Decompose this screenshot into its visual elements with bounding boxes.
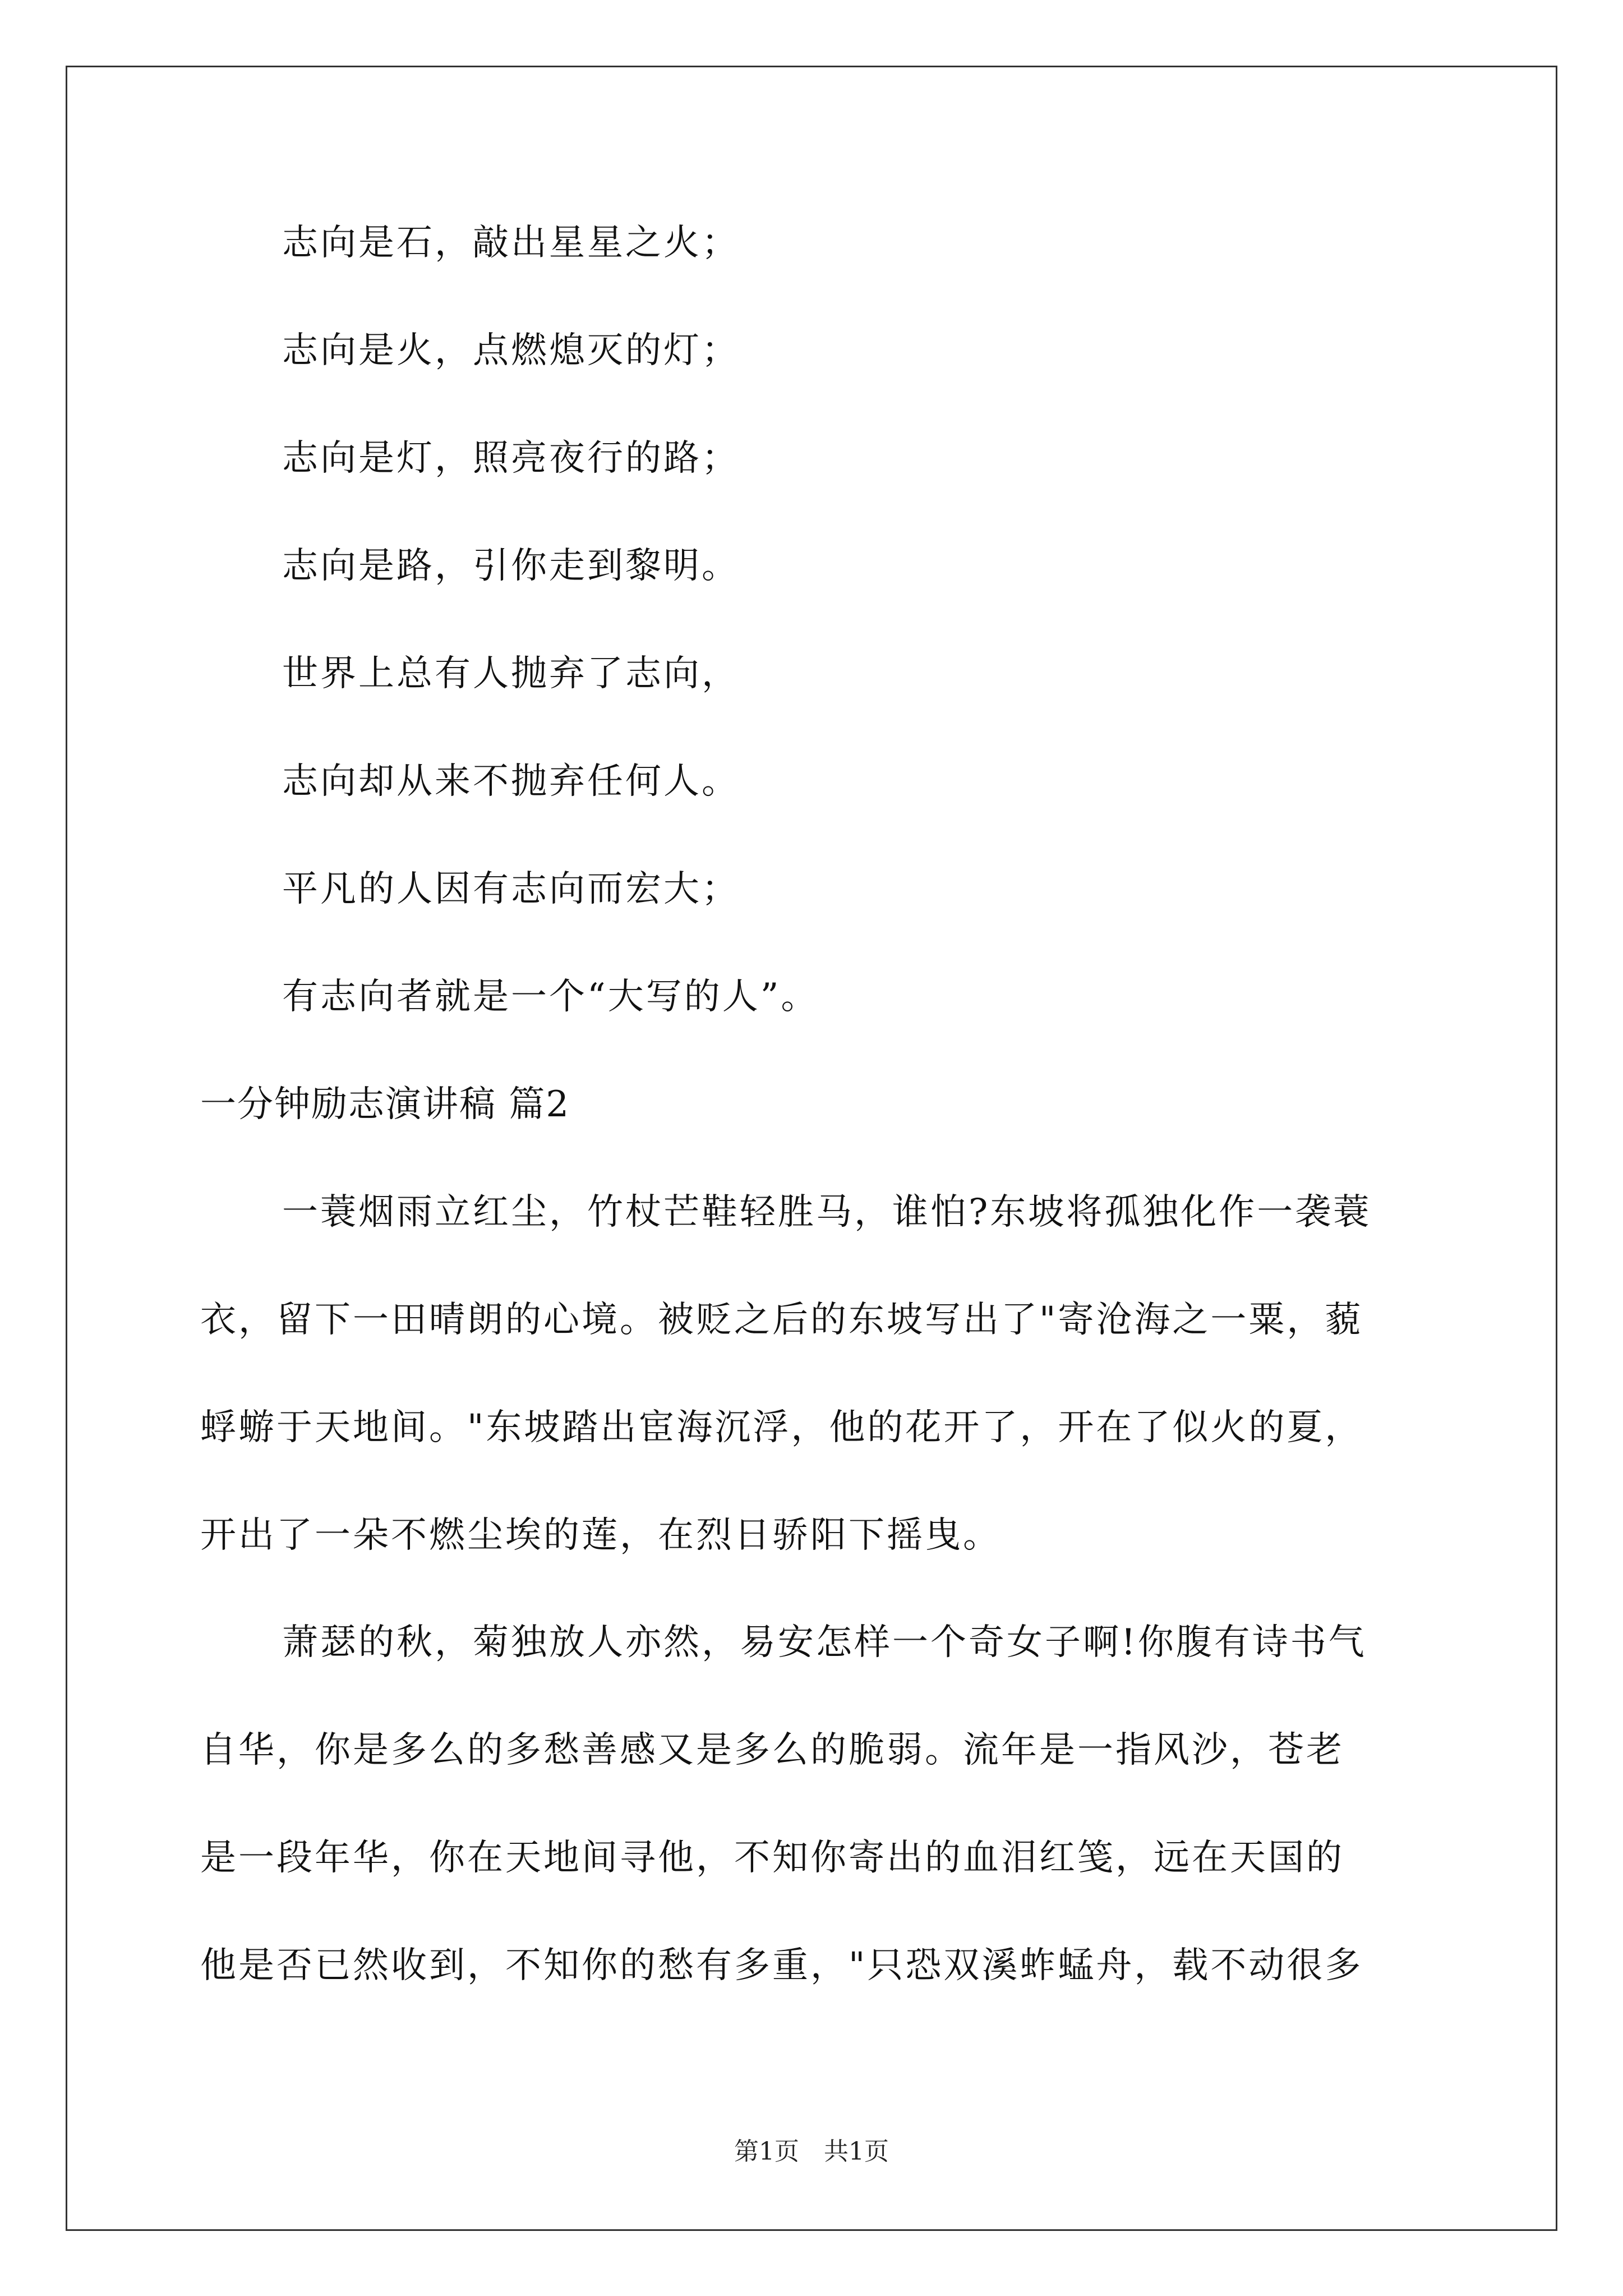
poem-line: 世界上总有人抛弃了志向， xyxy=(282,653,740,694)
poem-line: 平凡的人因有志向而宏大； xyxy=(282,868,740,910)
paragraph-line: 他是否已然收到，不知你的愁有多重，"只恐双溪蚱蜢舟，载不动很多 xyxy=(200,1945,1363,1986)
poem-line: 有志向者就是一个“大写的人”。 xyxy=(282,976,819,1018)
paragraph-line: 开出了一朵不燃尘埃的莲，在烈日骄阳下摇曳。 xyxy=(200,1515,1001,1556)
paragraph-line: 一蓑烟雨立红尘，竹杖芒鞋轻胜马，谁怕?东坡将孤独化作一袭蓑 xyxy=(282,1191,1372,1233)
section-title: 一分钟励志演讲稿 篇2 xyxy=(200,1084,570,1125)
page-number-footer: 第1页 共1页 xyxy=(734,2137,889,2166)
poem-block xyxy=(200,216,1434,1185)
paragraph-line: 衣，留下一田晴朗的心境。被贬之后的东坡写出了"寄沧海之一粟，藐 xyxy=(200,1299,1363,1341)
poem-line: 志向是灯，照亮夜行的路； xyxy=(282,438,740,479)
paragraph-1 xyxy=(200,1185,1434,1616)
paragraph-line: 萧瑟的秋，菊独放人亦然，易安怎样一个奇女子啊!你腹有诗书气 xyxy=(282,1622,1367,1663)
paragraph-line: 自华，你是多么的多愁善感又是多么的脆弱。流年是一指风沙，苍老 xyxy=(200,1729,1344,1771)
paragraph-2 xyxy=(200,1616,1434,2046)
poem-line: 志向是石，敲出星星之火； xyxy=(282,222,740,264)
paragraph-line: 是一段年华，你在天地间寻他，不知你寄出的血泪红笺，远在天国的 xyxy=(200,1837,1344,1879)
paragraph-line: 蜉蝣于天地间。"东坡踏出宦海沉浮，他的花开了，开在了似火的夏， xyxy=(200,1407,1363,1448)
poem-line: 志向却从来不抛弃任何人。 xyxy=(282,761,740,802)
poem-line: 志向是火，点燃熄灭的灯； xyxy=(282,330,740,371)
poem-line: 志向是路，引你走到黎明。 xyxy=(282,545,740,587)
